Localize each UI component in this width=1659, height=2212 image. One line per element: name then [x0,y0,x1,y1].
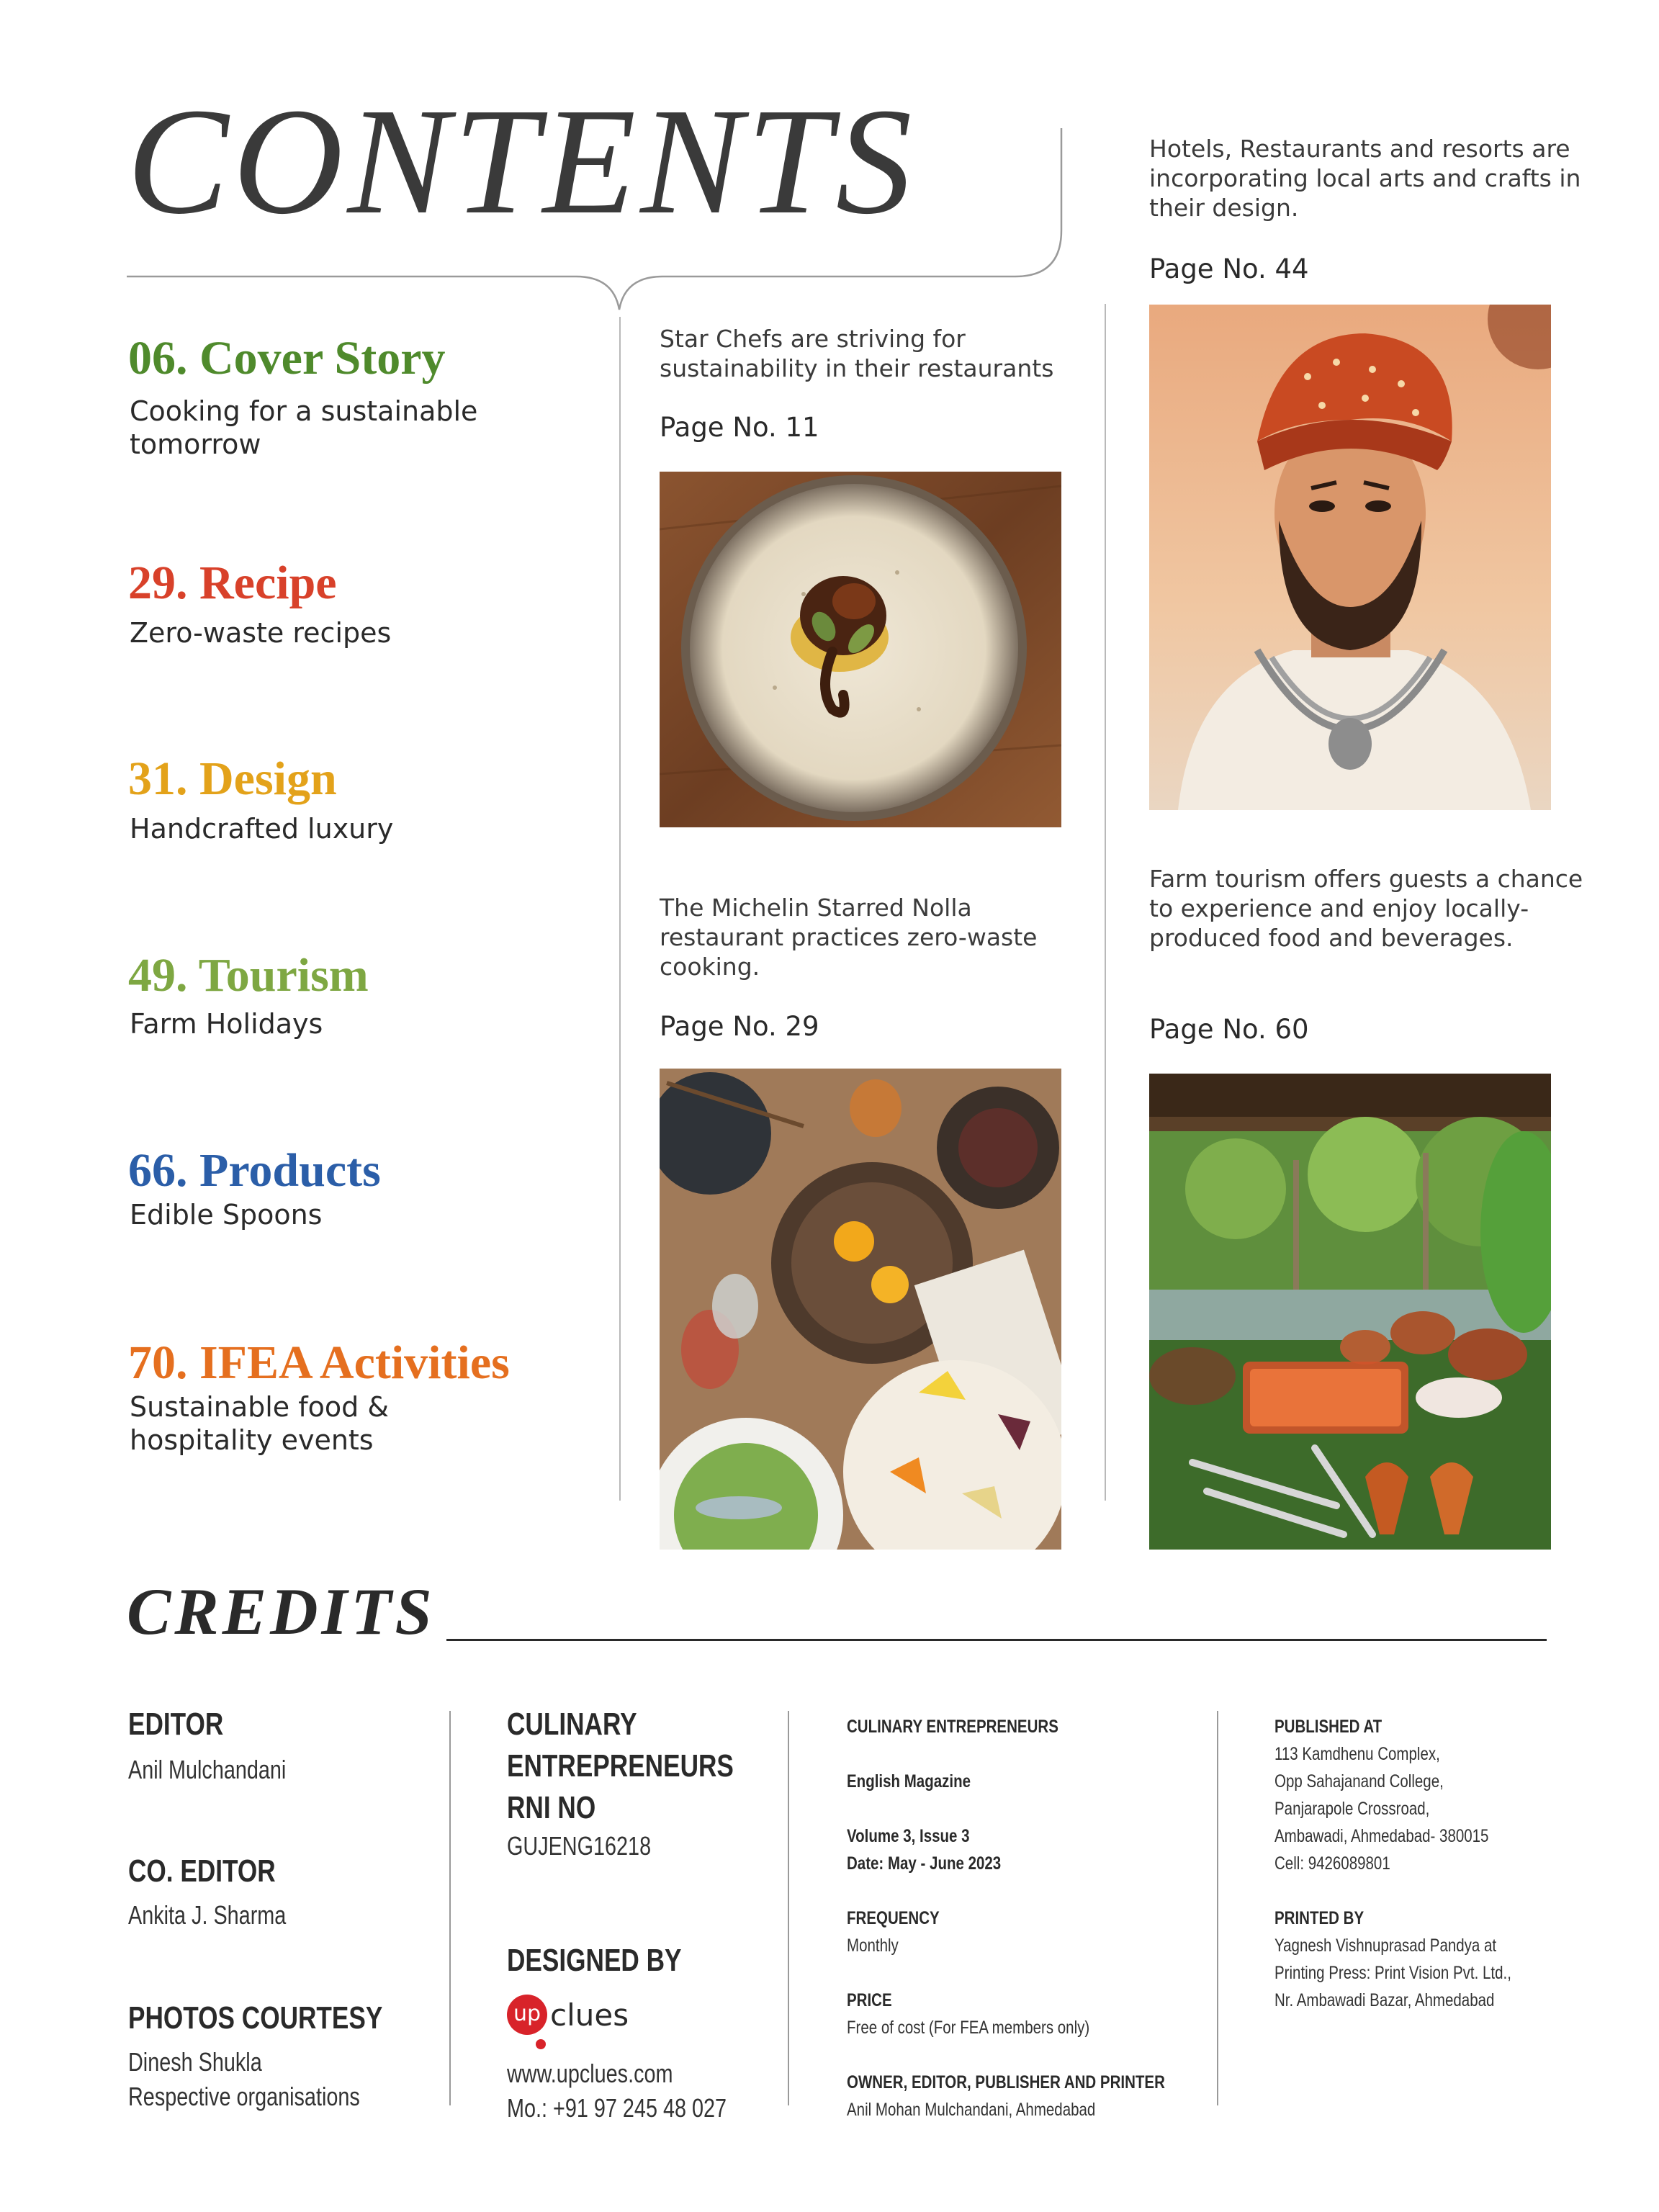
editor-label: EDITOR [128,1707,224,1742]
credits-title: CREDITS [127,1575,436,1648]
upclues-logo-text: clues [550,1997,629,2033]
designed-by-label: DESIGNED BY [507,1943,682,1978]
rni-label: ENTREPRENEURS [507,1748,734,1784]
section-title: 06. Cover Story [128,332,446,385]
logo-dot [536,2039,546,2049]
section-title: 66. Products [128,1144,381,1197]
column-divider [1105,304,1106,1501]
feature-description: Star Chefs are striving for sustainability in their restaurants [660,325,1054,382]
price-label: PRICE [847,1990,892,2010]
printed-value: Nr. Ambawadi Bazar, Ahmedabad [1274,1990,1495,2010]
feature-page-number: Page No. 44 [1149,253,1309,284]
rni-label: CULINARY [507,1707,637,1742]
coeditor-label: CO. EDITOR [128,1853,276,1889]
feature-page-number: Page No. 11 [660,412,819,443]
published-label: PUBLISHED AT [1274,1717,1382,1737]
section-subtitle: Handcrafted luxury [130,813,394,845]
section-title: 31. Design [128,752,337,805]
magazine-language: English Magazine [847,1771,971,1791]
plated-dish-image [660,472,1061,827]
printed-value: Printing Press: Print Vision Pvt. Ltd., [1274,1963,1511,1983]
printed-label: PRINTED BY [1274,1908,1364,1928]
printed-value: Yagnesh Vishnuprasad Pandya at [1274,1936,1497,1956]
photos-label: PHOTOS COURTESY [128,2000,383,2036]
published-address: Ambawadi, Ahmedabad- 380015 [1274,1826,1489,1846]
designer-phone: Mo.: +91 97 245 48 027 [507,2093,727,2123]
editor-name: Anil Mulchandani [128,1755,287,1784]
upclues-logo [507,1995,629,2041]
rni-number: GUJENG16218 [507,1831,652,1861]
upclues-logo-mark: up [507,1995,547,2035]
section-title: 29. Recipe [128,557,337,609]
section-subtitle: Sustainable food & hospitality events [130,1391,389,1456]
feature-page-number: Page No. 60 [1149,1014,1309,1045]
section-subtitle: Zero-waste recipes [130,617,392,649]
farm-meal-image [1149,1074,1551,1550]
designer-website[interactable]: www.upclues.com [507,2059,673,2088]
photos-credit: Respective organisations [128,2082,360,2111]
section-subtitle: Farm Holidays [130,1008,323,1040]
feature-description: The Michelin Starred Nolla restaurant practices zero-waste cooking. [660,894,1038,981]
section-subtitle: Cooking for a sustainable tomorrow [130,395,478,460]
column-divider [619,317,621,1501]
coeditor-name: Ankita J. Sharma [128,1900,287,1930]
magazine-name: CULINARY ENTREPRENEURS [847,1717,1058,1737]
credits-divider [1217,1711,1218,2105]
owner-label: OWNER, EDITOR, PUBLISHER AND PRINTER [847,2072,1165,2092]
published-phone: Cell: 9426089801 [1274,1853,1390,1874]
feature-description: Hotels, Restaurants and resorts are incorporating local arts and crafts in their design. [1149,135,1581,222]
published-address: 113 Kamdhenu Complex, [1274,1744,1440,1764]
restaurant-table-image [660,1069,1061,1550]
rni-label: RNI NO [507,1790,596,1825]
section-subtitle: Edible Spoons [130,1199,323,1231]
section-title: 49. Tourism [128,949,369,1002]
feature-page-number: Page No. 29 [660,1011,819,1042]
page-title: CONTENTS [127,76,917,246]
credits-divider [788,1711,789,2105]
owner-value: Anil Mohan Mulchandani, Ahmedabad [847,2100,1096,2120]
section-title: 70. IFEA Activities [128,1336,510,1389]
volume-issue: Volume 3, Issue 3 [847,1826,970,1846]
feature-description: Farm tourism offers guests a chance to experience and enjoy locally-produced food and beverages. [1149,865,1583,952]
published-address: Opp Sahajanand College, [1274,1771,1444,1791]
credits-rule [446,1639,1547,1641]
frequency-value: Monthly [847,1936,899,1956]
price-value: Free of cost (For FEA members only) [847,2018,1090,2038]
published-address: Panjarapole Crossroad, [1274,1799,1430,1819]
issue-date: Date: May - June 2023 [847,1853,1002,1874]
frequency-label: FREQUENCY [847,1908,940,1928]
credits-divider [449,1711,451,2105]
turban-portrait-image [1149,305,1551,810]
photos-credit: Dinesh Shukla [128,2047,262,2077]
